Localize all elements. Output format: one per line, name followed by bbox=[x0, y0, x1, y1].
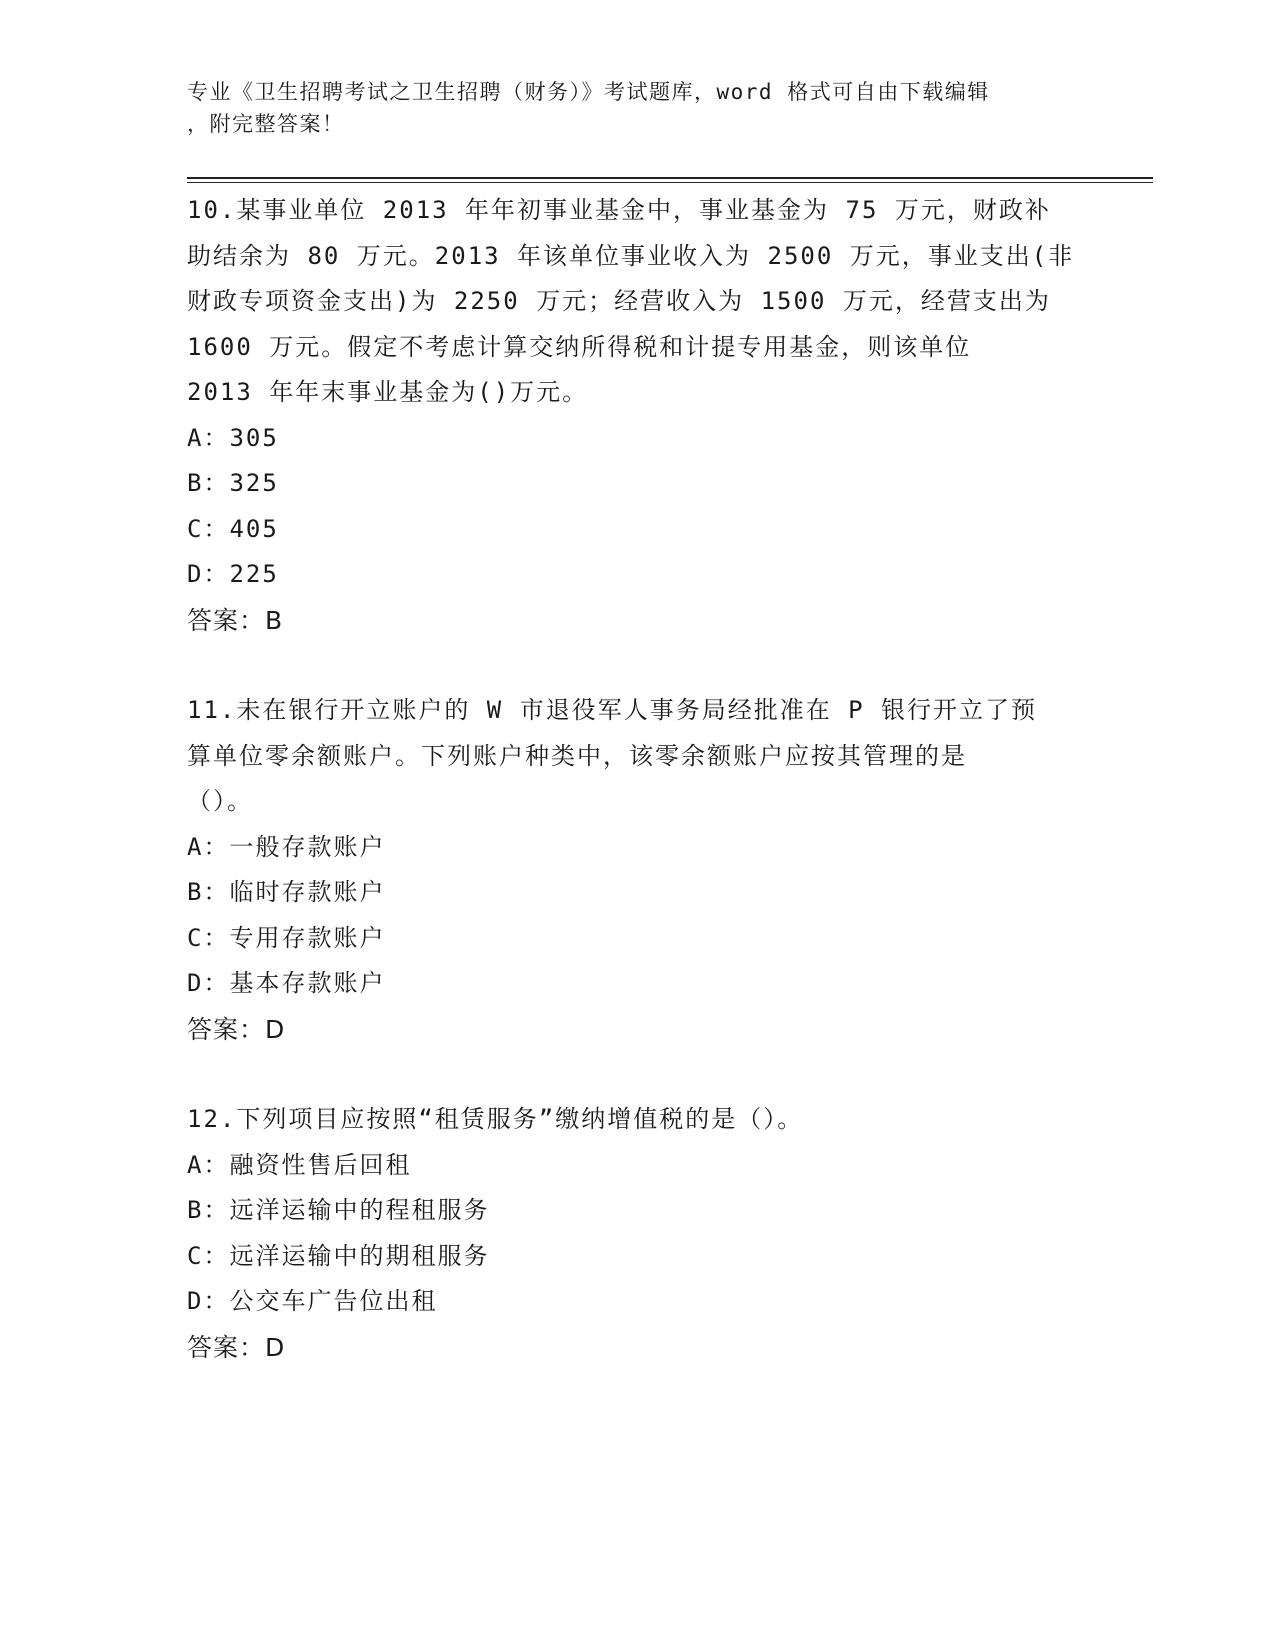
question-list bbox=[187, 188, 1087, 1370]
option-b: B：325 bbox=[187, 469, 279, 497]
option-c: C：远洋运输中的期租服务 bbox=[187, 1241, 490, 1270]
question-text bbox=[187, 188, 1087, 416]
question-11 bbox=[187, 688, 1087, 1052]
header-line-2: ，附完整答案！ bbox=[187, 112, 345, 136]
header-divider-thin bbox=[187, 182, 1153, 183]
option-d: D：基本存款账户 bbox=[187, 969, 386, 997]
header-divider-thick bbox=[187, 177, 1153, 179]
option-b: B：远洋运输中的程租服务 bbox=[187, 1196, 490, 1224]
header-line-1: 专业《卫生招聘考试之卫生招聘（财务）》考试题库，word 格式可自由下载编辑 bbox=[187, 80, 990, 104]
question-spacer bbox=[187, 643, 1087, 688]
question-spacer bbox=[187, 1052, 1087, 1097]
question-text bbox=[187, 1097, 1087, 1143]
question-text-line: 1600 万元。假定不考虑计算交纳所得税和计提专用基金，则该单位 bbox=[187, 332, 972, 361]
option-c: C：405 bbox=[187, 514, 279, 543]
question-text-line: 算单位零余额账户。下列账户种类中，该零余额账户应按其管理的是 bbox=[187, 741, 967, 770]
document-header bbox=[187, 76, 1067, 140]
option-b: B：临时存款账户 bbox=[187, 878, 386, 906]
option-a: A：一般存款账户 bbox=[187, 832, 386, 861]
question-text-line: （）。 bbox=[187, 787, 253, 815]
option-a: A：305 bbox=[187, 423, 279, 452]
question-text-line: 财政专项资金支出)为 2250 万元；经营收入为 1500 万元，经营支出为 bbox=[187, 287, 1051, 315]
option-d: D：公交车广告位出租 bbox=[187, 1287, 438, 1315]
question-text-line: 12.下列项目应按照“租赁服务”缴纳增值税的是（）。 bbox=[187, 1105, 804, 1133]
answer-label: 答案：B bbox=[187, 605, 284, 635]
question-text-line: 10.某事业单位 2013 年年初事业基金中，事业基金为 75 万元，财政补 bbox=[187, 196, 1051, 224]
question-text-line: 助结余为 80 万元。2013 年该单位事业收入为 2500 万元，事业支出(非 bbox=[187, 241, 1075, 270]
question-text bbox=[187, 688, 1087, 825]
question-text-line: 11.未在银行开立账户的 W 市退役军人事务局经批准在 P 银行开立了预 bbox=[187, 696, 1038, 724]
question-12 bbox=[187, 1097, 1087, 1370]
question-text-line: 2013 年年末事业基金为()万元。 bbox=[187, 378, 589, 406]
answer-label: 答案：D bbox=[187, 1014, 286, 1044]
question-10 bbox=[187, 188, 1087, 643]
option-d: D：225 bbox=[187, 560, 279, 588]
answer-label: 答案：D bbox=[187, 1332, 286, 1362]
option-c: C：专用存款账户 bbox=[187, 923, 386, 952]
option-a: A：融资性售后回租 bbox=[187, 1150, 412, 1179]
